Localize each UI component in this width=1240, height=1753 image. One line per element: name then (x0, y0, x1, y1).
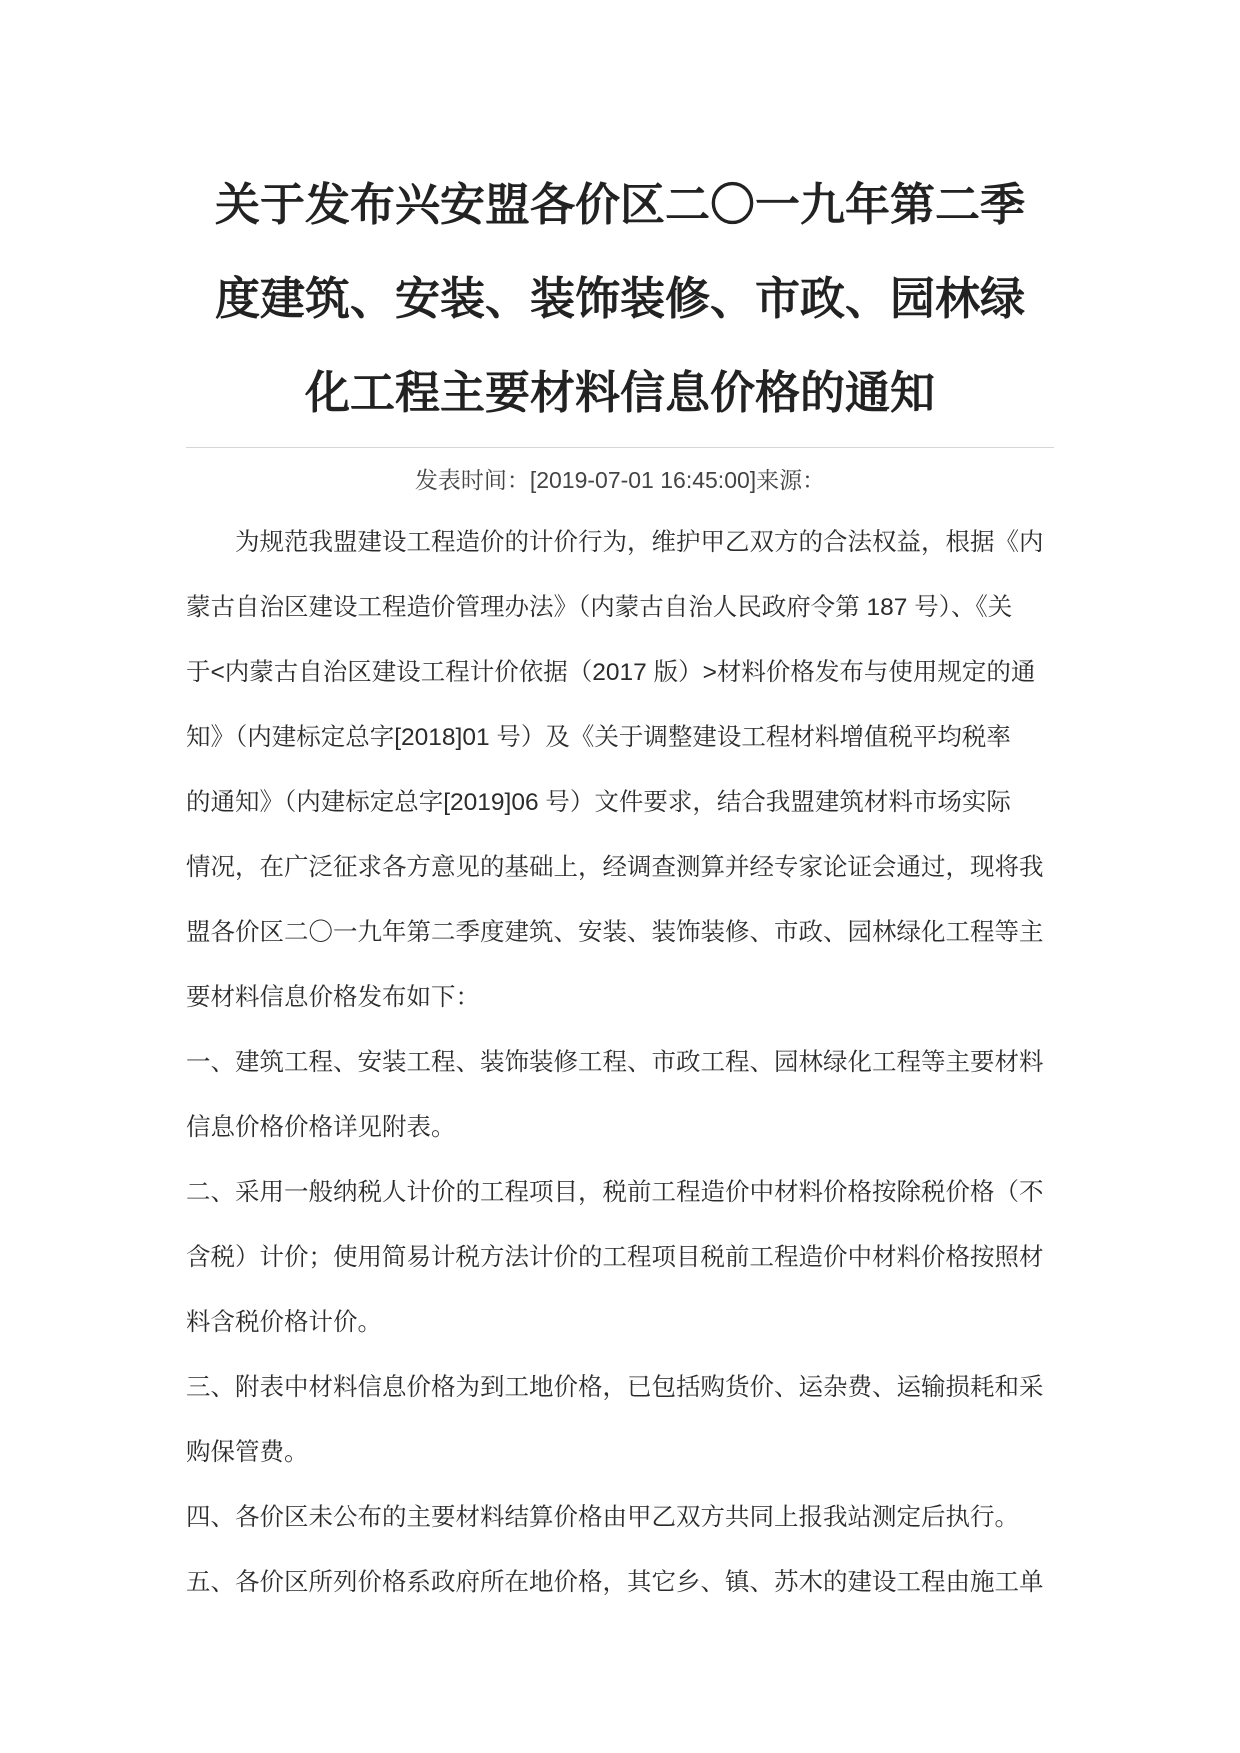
body-line: 的通知》（内建标定总字[2019]06 号）文件要求，结合我盟建筑材料市场实际 (186, 789, 1011, 816)
body-line: 料含税价格计价。 (186, 1309, 382, 1336)
body-line: 为规范我盟建设工程造价的计价行为，维护甲乙双方的合法权益，根据《内 (186, 529, 1044, 556)
title-divider (186, 447, 1054, 448)
document-title (186, 158, 1054, 440)
title-line: 关于发布兴安盟各价区二〇一九年第二季 (214, 178, 1025, 231)
body-line: 二、采用一般纳税人计价的工程项目，税前工程造价中材料价格按除税价格（不 (186, 1179, 1044, 1206)
body-line: 盟各价区二〇一九年第二季度建筑、安装、装饰装修、市政、园林绿化工程等主 (186, 919, 1044, 946)
body-line: 要材料信息价格发布如下： (186, 984, 480, 1011)
body-line: 四、各价区未公布的主要材料结算价格由甲乙双方共同上报我站测定后执行。 (186, 1504, 1019, 1531)
title-line: 度建筑、安装、装饰装修、市政、园林绿 (214, 272, 1025, 325)
body-line: 含税）计价；使用简易计税方法计价的工程项目税前工程造价中材料价格按照材 (186, 1244, 1044, 1271)
document-body (186, 510, 1054, 1615)
body-line: 蒙古自治区建设工程造价管理办法》（内蒙古自治人民政府令第 187 号）、《关 (186, 594, 1013, 621)
body-line: 五、各价区所列价格系政府所在地价格，其它乡、镇、苏木的建设工程由施工单 (186, 1569, 1044, 1596)
body-line: 三、附表中材料信息价格为到工地价格，已包括购货价、运杂费、运输损耗和采 (186, 1374, 1044, 1401)
body-line: 信息价格价格详见附表。 (186, 1114, 456, 1141)
body-line: 情况，在广泛征求各方意见的基础上，经调查测算并经专家论证会通过，现将我 (186, 854, 1044, 881)
body-line: 一、建筑工程、安装工程、装饰装修工程、市政工程、园林绿化工程等主要材料 (186, 1049, 1044, 1076)
body-line: 购保管费。 (186, 1439, 309, 1466)
title-line: 化工程主要材料信息价格的通知 (304, 366, 935, 419)
publish-info: 发表时间：[2019-07-01 16:45:00]来源： (414, 467, 826, 493)
body-line: 于<内蒙古自治区建设工程计价依据（2017 版）>材料价格发布与使用规定的通 (186, 659, 1036, 686)
body-line: 知》（内建标定总字[2018]01 号）及《关于调整建设工程材料增值税平均税率 (186, 724, 1011, 751)
